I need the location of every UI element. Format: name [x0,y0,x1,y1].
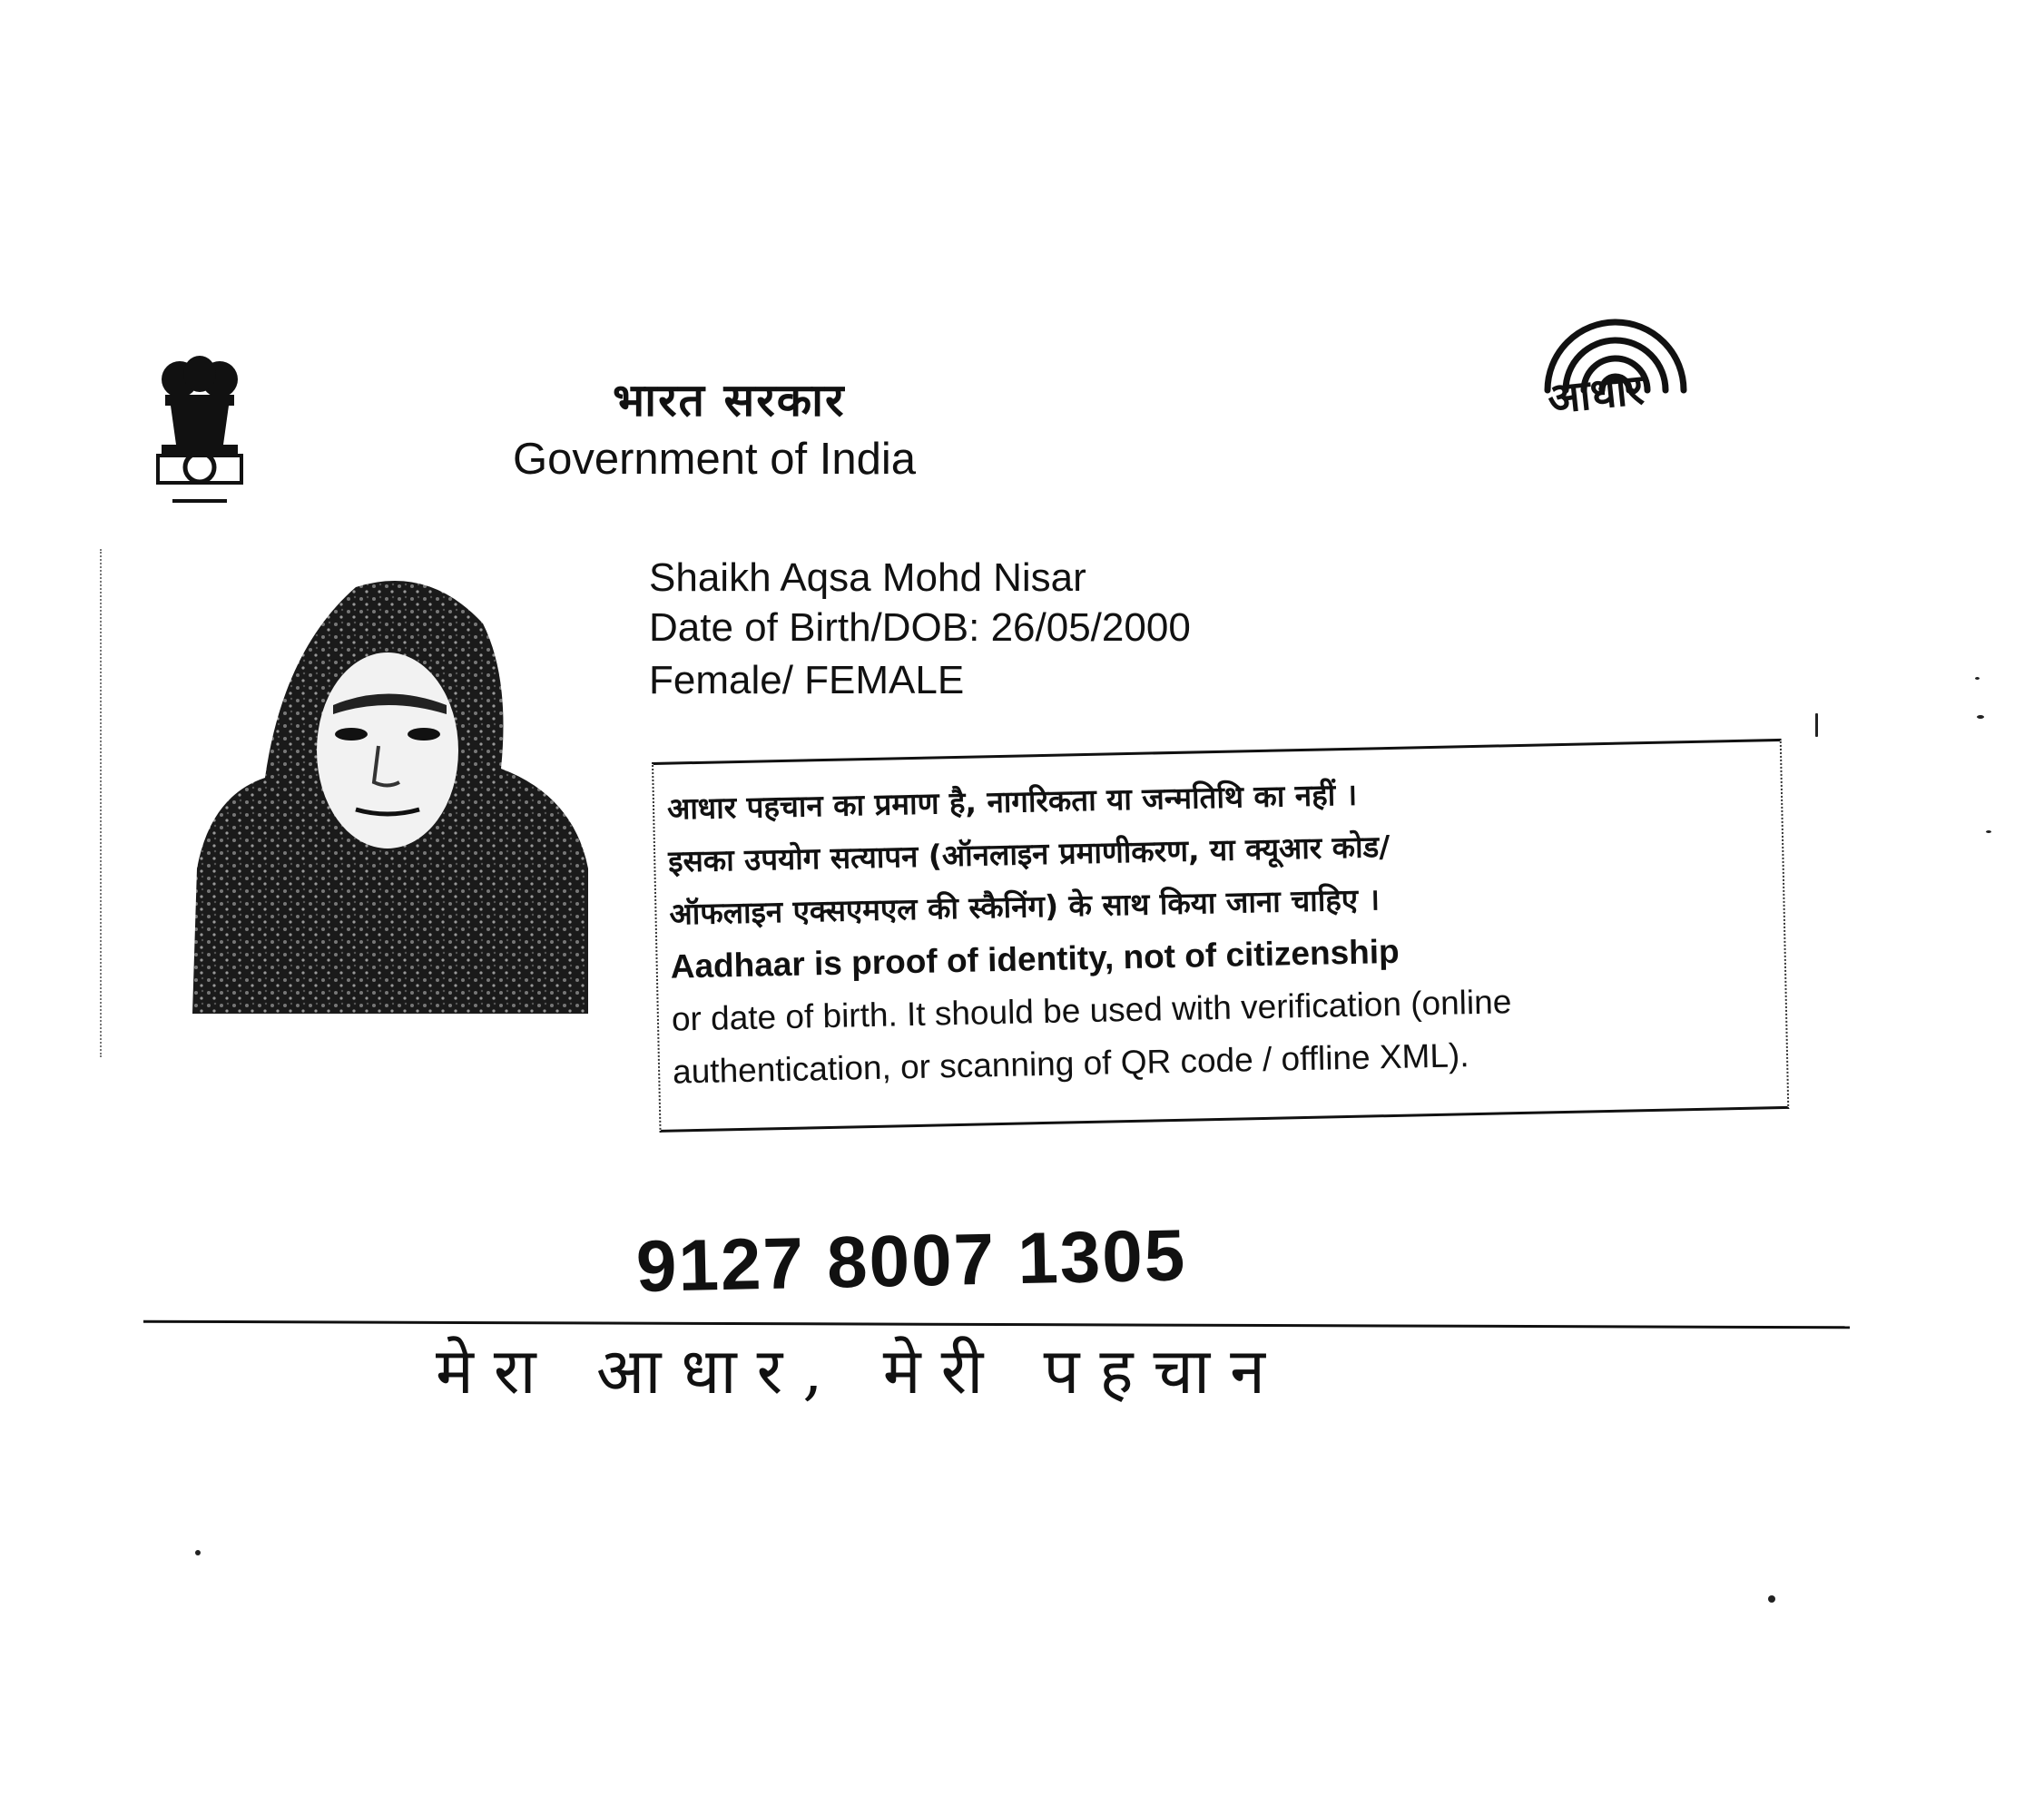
left-dotted-margin [100,549,102,1057]
scan-speck [1768,1595,1775,1603]
cardholder-photo [192,569,588,1014]
aadhaar-notice-box [652,739,1789,1133]
gender: Female/ FEMALE [649,658,965,702]
date-of-birth: Date of Birth/DOB: 26/05/2000 [649,605,1191,650]
government-title-hindi: भारत सरकार [613,374,846,427]
scan-speck [1977,715,1984,719]
tagline: मेरा आधार, मेरी पहचान [436,1334,1285,1408]
notice-english-line: or date of birth. It should be used with verification (online [671,983,1512,1038]
notice-english-line: authentication, or scanning of QR code / offline XML). [672,1036,1469,1091]
aadhaar-logo-text: आधार [1545,364,1646,424]
aadhaar-logo [1529,309,1702,427]
scan-speck [1975,677,1980,680]
notice-english-line: Aadhaar is proof of identity, not of citizenship [670,932,1400,986]
aadhaar-number: 9127 8007 1305 [635,1214,1188,1307]
notice-hindi-line: इसका उपयोग सत्यापन (ऑनलाइन प्रमाणीकरण, या क्यूआर कोड/ [667,828,1391,879]
cardholder-name: Shaikh Aqsa Mohd Nisar [649,555,1086,600]
government-title-english: Government of India [513,435,916,484]
scan-speck [195,1550,201,1555]
scan-speck [1986,830,1991,833]
national-emblem-icon [145,354,254,513]
scan-speck [1815,713,1818,737]
notice-hindi-line: ऑफलाइन एक्सएमएल की स्कैनिंग) के साथ किया जाना चाहिए । [669,881,1381,932]
notice-hindi-line: आधार पहचान का प्रमाण है, नागरिकता या जन्मतिथि का नहीं । [666,776,1358,827]
